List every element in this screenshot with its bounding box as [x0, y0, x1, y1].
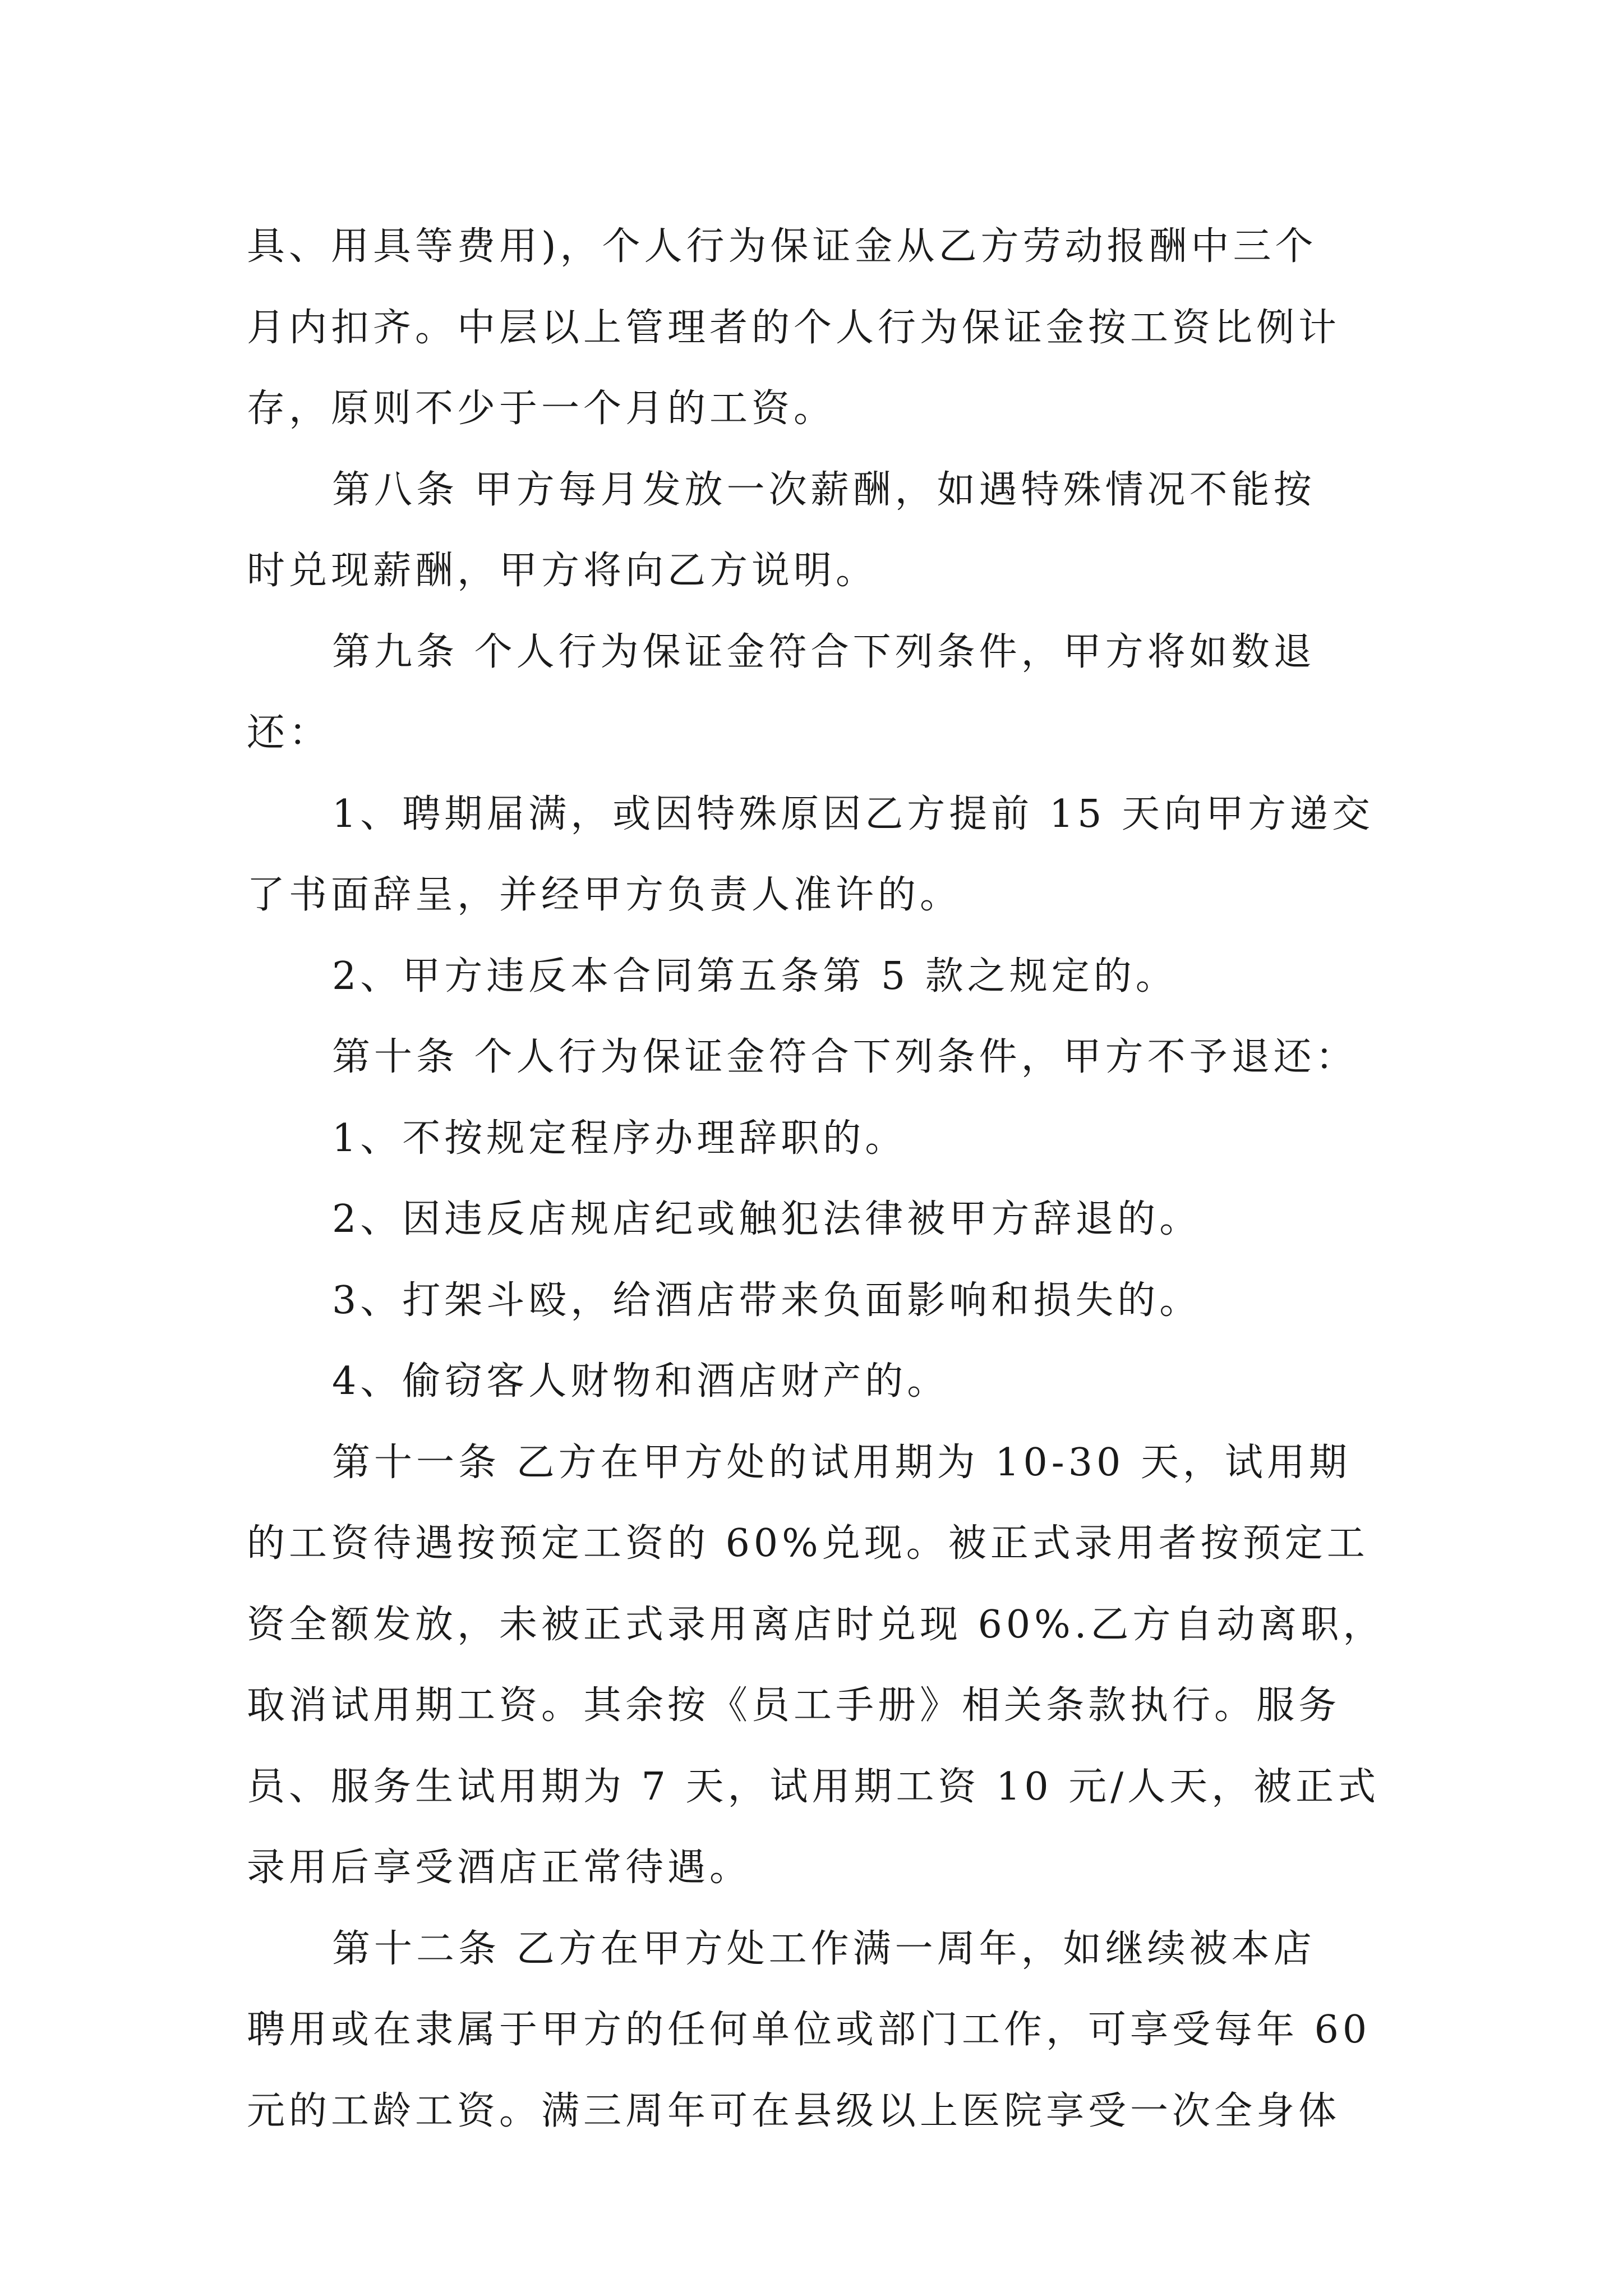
- list-item-line: 2、甲方违反本合同第五条第 5 款之规定的。: [332, 954, 1178, 999]
- article-10-line: 第十条 个人行为保证金符合下列条件，甲方不予退还：: [332, 1035, 1358, 1079]
- list-item-line: 3、打架斗殴，给酒店带来负面影响和损失的。: [332, 1278, 1202, 1323]
- article-9-line: 第九条 个人行为保证金符合下列条件，甲方将如数退: [332, 629, 1316, 674]
- text-line: 聘用或在隶属于甲方的任何单位或部门工作，可享受每年 60: [247, 2008, 1371, 2052]
- list-item-line: 2、因违反店规店纪或触犯法律被甲方辞退的。: [332, 1197, 1202, 1241]
- text-line: 还：: [247, 711, 331, 755]
- text-line: 取消试用期工资。其余按《员工手册》相关条款执行。服务: [247, 1683, 1341, 1728]
- article-11-line: 第十一条 乙方在甲方处的试用期为 10-30 天，试用期: [332, 1440, 1351, 1485]
- text-line: 存，原则不少于一个月的工资。: [247, 386, 836, 431]
- document-body: [247, 206, 1391, 2152]
- text-line: 具、用具等费用)，个人行为保证金从乙方劳动报酬中三个: [247, 224, 1317, 269]
- article-12-line: 第十二条 乙方在甲方处工作满一周年，如继续被本店: [332, 1926, 1316, 1971]
- text-line: 月内扣齐。中层以上管理者的个人行为保证金按工资比例计: [247, 305, 1341, 350]
- article-8-line: 第八条 甲方每月发放一次薪酬，如遇特殊情况不能按: [332, 467, 1316, 512]
- text-line: 元的工龄工资。满三周年可在县级以上医院享受一次全身体: [247, 2088, 1341, 2133]
- text-line: 时兑现薪酬，甲方将向乙方说明。: [247, 549, 878, 593]
- list-item-line: 1、不按规定程序办理辞职的。: [332, 1116, 907, 1161]
- text-line: 的工资待遇按预定工资的 60%兑现。被正式录用者按预定工: [247, 1521, 1369, 1566]
- text-line: 员、服务生试用期为 7 天，试用期工资 10 元/人天，被正式: [247, 1764, 1380, 1809]
- list-item-line: 1、聘期届满，或因特殊原因乙方提前 15 天向甲方递交: [332, 792, 1375, 836]
- text-line: 录用后享受酒店正常待遇。: [247, 1846, 752, 1890]
- list-item-line: 4、偷窃客人财物和酒店财产的。: [332, 1359, 949, 1404]
- text-line: 资全额发放，未被正式录用离店时兑现 60%.乙方自动离职，: [247, 1602, 1385, 1647]
- text-line: 了书面辞呈，并经甲方负责人准许的。: [247, 873, 962, 917]
